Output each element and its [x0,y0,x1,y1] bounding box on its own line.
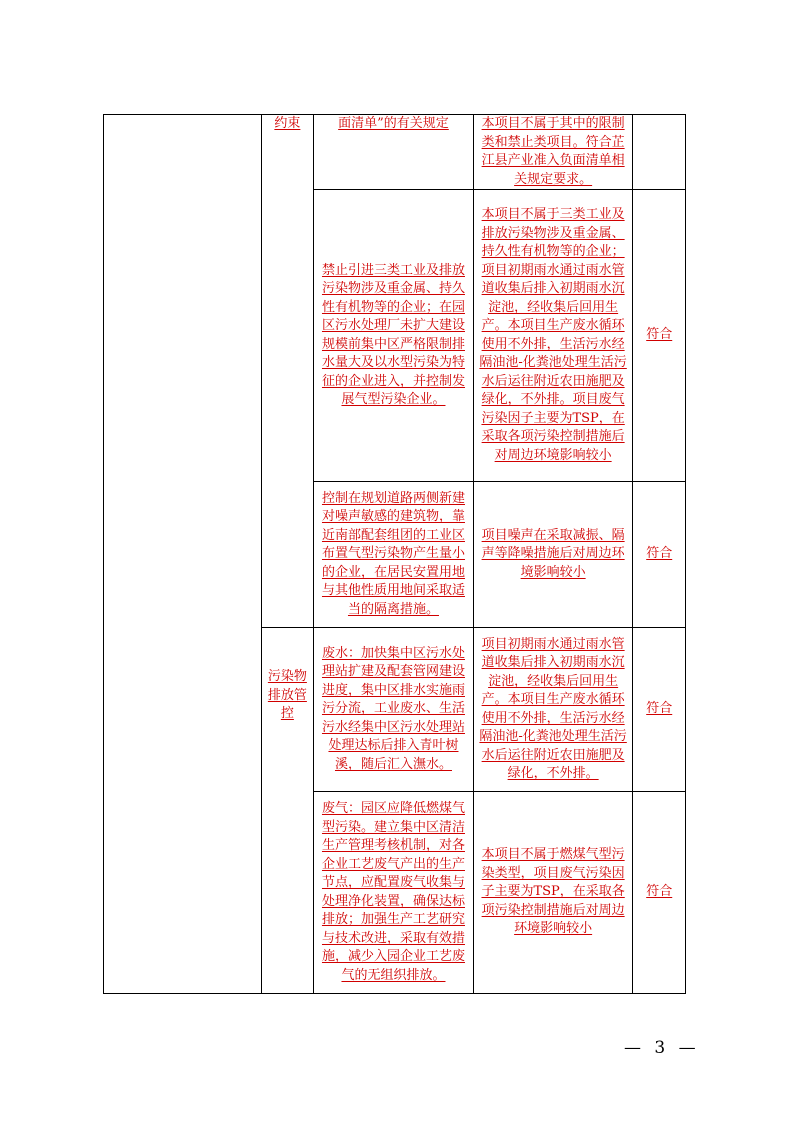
requirement-text: 禁止引进三类工业及排放污染物涉及重金属、持久性有机物等的企业；在园区污水处理厂未扩大建设规模前集中区严格限制排水量大及以水型污染为特征的企业进入，并控制发展气型污染企业。 [321,262,465,407]
project-text: 项目噪声在采取减振、隔声等降噪措施后对周边环境影响较小 [481,527,625,580]
requirement-text: 控制在规划道路两侧新建对噪声敏感的建筑物，靠近南部配套组团的工业区布置气型污染物产生量小的企业，在居民安置用地与其他性质用地间采取适当的隔离措施。 [321,490,465,617]
conclusion-text: 符合 [646,884,673,900]
project-cell [473,792,633,994]
category-cell [261,628,314,994]
project-text: 本项目不属于其中的限制类和禁止类项目。符合芷江县产业准入负面清单相关规定要求。 [481,116,625,187]
requirement-cell [314,792,474,994]
requirement-cell [314,115,474,190]
requirement-text: 废水：加快集中区污水处理站扩建及配套管网建设进度，集中区排水实施雨污分流，工业废水、生活污水经集中区污水处理站处理达标后排入青叶树溪，随后汇入潕水。 [321,645,465,772]
page-number: — 3 — [624,1038,700,1058]
requirement-cell [314,482,474,628]
conclusion-cell [633,482,686,628]
empty-category-cell [104,115,262,994]
conclusion-text: 符合 [646,701,673,717]
project-cell [473,115,633,190]
category-cell [261,115,314,628]
project-text: 项目初期雨水通过雨水管道收集后排入初期雨水沉淀池，经收集后回用生产。本项目生产废水循环使用不外排，生活污水经隔油池-化粪池处理生活污水后运往附近农田施肥及绿化，不外排。 [479,636,627,781]
category-label: 污染物排放管控 [267,669,307,721]
conclusion-cell [633,792,686,994]
project-cell [473,628,633,792]
compliance-table [103,114,686,994]
category-label: 约束 [274,116,301,131]
project-text: 本项目不属于三类工业及排放污染物涉及重金属、持久性有机物等的企业；项目初期雨水通过雨水管道收集后排入初期雨水沉淀池，经收集后回用生产。本项目生产废水循环使用不外排，生活污水经隔油池-化粪池处理生活污水后运往附近农田施肥及绿化，不外排。项目废气污染因子主要为TSP，在采取各项污染控制措施后对周边环境影响较小 [479,207,627,463]
project-cell [473,482,633,628]
requirement-cell [314,190,474,482]
conclusion-cell [633,628,686,792]
conclusion-cell [633,115,686,190]
table-row [104,115,686,190]
requirement-text: 废气：园区应降低燃煤气型污染。建立集中区清洁生产管理考核机制，对各企业工艺废气产出的生产节点，应配置废气收集与处理净化装置，确保达标排放；加强生产工艺研究与技术改进，采取有效措施，减少入园企业工艺废气的无组织排放。 [321,801,465,983]
conclusion-text: 符合 [646,327,673,343]
conclusion-cell [633,190,686,482]
requirement-cell [314,628,474,792]
project-text: 本项目不属于燃煤气型污染类型，项目废气污染因子主要为TSP，在采取各项污染控制措施后对周边环境影响较小 [481,847,625,937]
requirement-text: 面清单”的有关规定 [338,116,449,131]
project-cell [473,190,633,482]
conclusion-text: 符合 [646,546,673,562]
